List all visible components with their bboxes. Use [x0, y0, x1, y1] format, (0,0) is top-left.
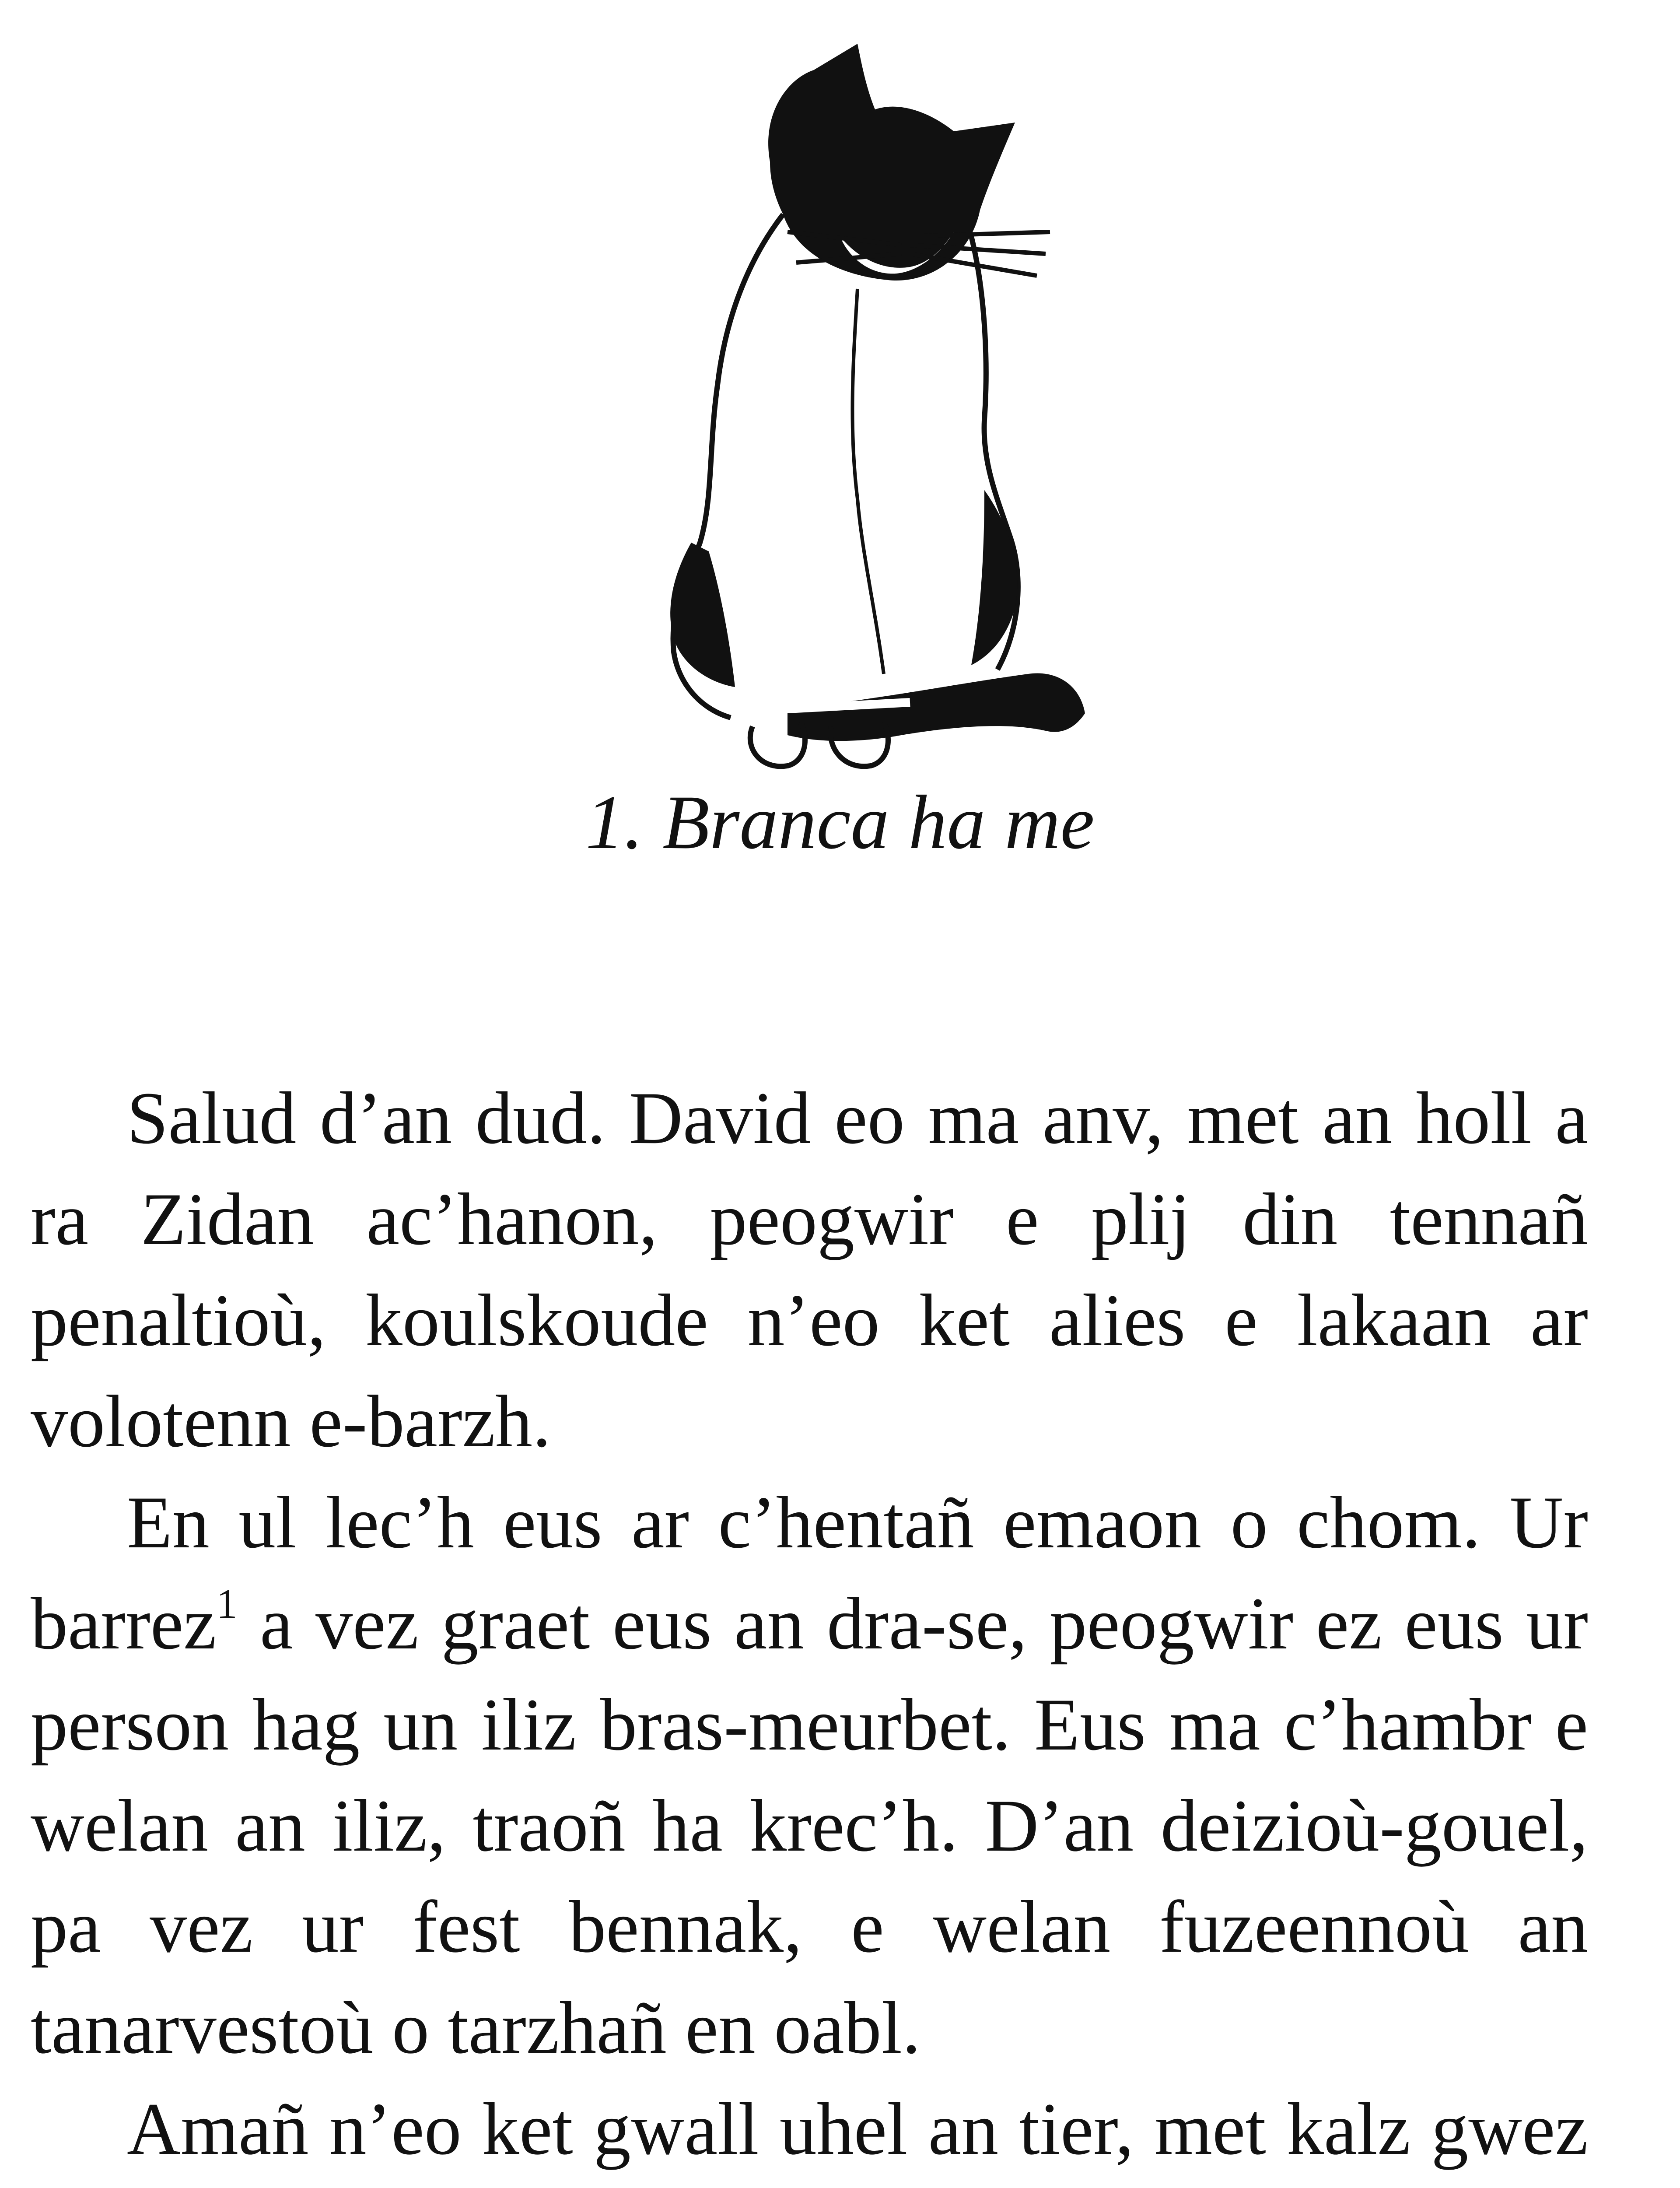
cat-illustration-icon [525, 26, 1146, 779]
paragraph-3: Amañ n’eo ket gwall uhel an tier, met kalz gwez [127, 2088, 1588, 2170]
paragraph-1: Salud d’an dud. David eo ma anv, met an holl a ra Zidan ac’hanon, peogwir e plij din tennañ penaltioù, koulskoude n’eo ket alies e lakaan ar volotenn e-barzh. [31, 1077, 1588, 1462]
chapter-title: 1. Branca ha me [585, 780, 1095, 865]
footnote-reference[interactable]: 1 [216, 1580, 238, 1627]
body-text [31, 1068, 1588, 2188]
paragraph-2-start: En ul lec’h eus ar c’hentañ emaon o chom. Ur barrez [31, 1481, 1588, 1665]
paragraph-2-end: a vez graet eus an dra-se, peogwir ez eus ur person hag un iliz bras-meurbet. Eus ma c’hambr e welan an iliz, traoñ ha krec’h. D’an deizioù-gouel, pa vez ur fest bennak, e welan fuzeennoù an tanarvestoù o tarzhañ en oabl. [31, 1582, 1588, 2069]
paragraph-2 [31, 1472, 1588, 2079]
